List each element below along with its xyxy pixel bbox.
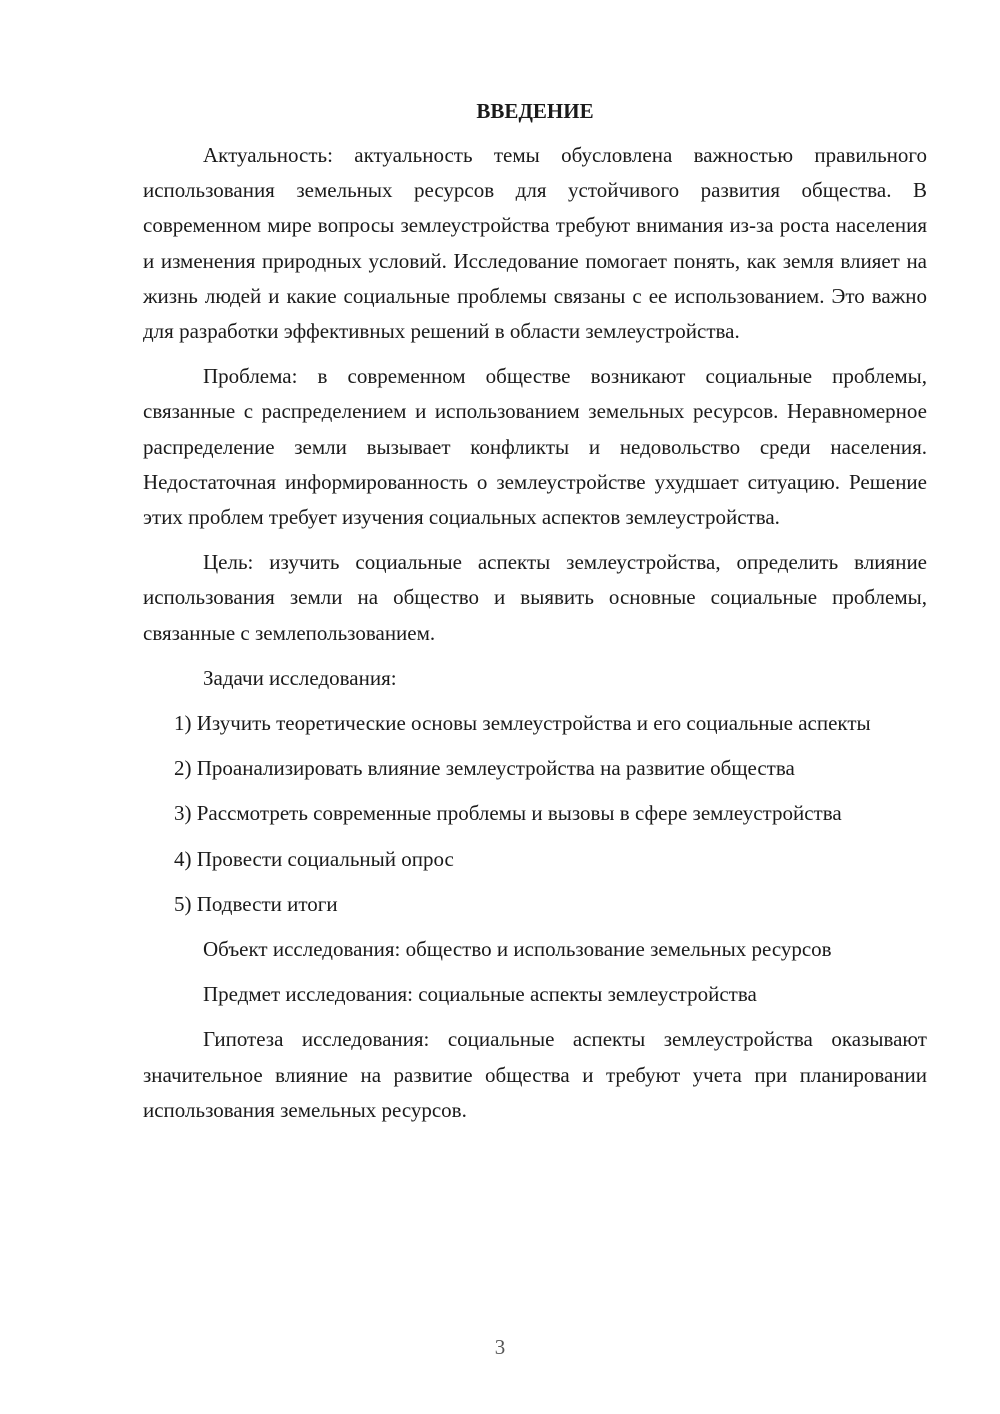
- object-paragraph: Объект исследования: общество и использование земельных ресурсов: [203, 937, 832, 962]
- task-item-1: 1) Изучить теоретические основы землеустройства и его социальные аспекты: [174, 711, 871, 736]
- task-item-2: 2) Проанализировать влияние землеустройства на развитие общества: [174, 756, 795, 781]
- page-number: 3: [494, 1335, 506, 1359]
- section-title: ВВЕДЕНИЕ: [476, 99, 594, 123]
- subject-paragraph: Предмет исследования: социальные аспекты землеустройства: [203, 982, 757, 1007]
- problem-paragraph: Проблема: в современном обществе возникают социальные проблемы, связанные с распределением и использованием земельных ресурсов. Неравномерное распределение земли вызывает конфликты и недовольство среди населения. Недостаточная информированность о землеустройстве ухудшает ситуацию. Решение этих проблем требует изучения социальных аспектов землеустройства.: [143, 364, 927, 530]
- page-content: [143, 96, 927, 1138]
- task-item-5: 5) Подвести итоги: [174, 891, 338, 916]
- task-item-3: 3) Рассмотреть современные проблемы и вызовы в сфере землеустройства: [174, 801, 842, 826]
- goal-paragraph: Цель: изучить социальные аспекты землеустройства, определить влияние использования земли на общество и выявить основные социальные проблемы, связанные с землепользованием.: [143, 550, 927, 645]
- hypothesis-paragraph: Гипотеза исследования: социальные аспекты землеустройства оказывают значительное влияние на развитие общества и требуют учета при планировании использования земельных ресурсов.: [143, 1027, 927, 1122]
- task-item-4: 4) Провести социальный опрос: [174, 846, 454, 871]
- relevance-paragraph: Актуальность: актуальность темы обусловлена важностью правильного использования земельных ресурсов для устойчивого развития общества. В современном мире вопросы землеустройства требуют внимания из-за роста населения и изменения природных условий. Исследование помогает понять, как земля влияет на жизнь людей и какие социальные проблемы связаны с ее использованием. Это важно для разработки эффективных решений в области землеустройства.: [143, 143, 927, 344]
- tasks-heading: Задачи исследования:: [203, 665, 397, 690]
